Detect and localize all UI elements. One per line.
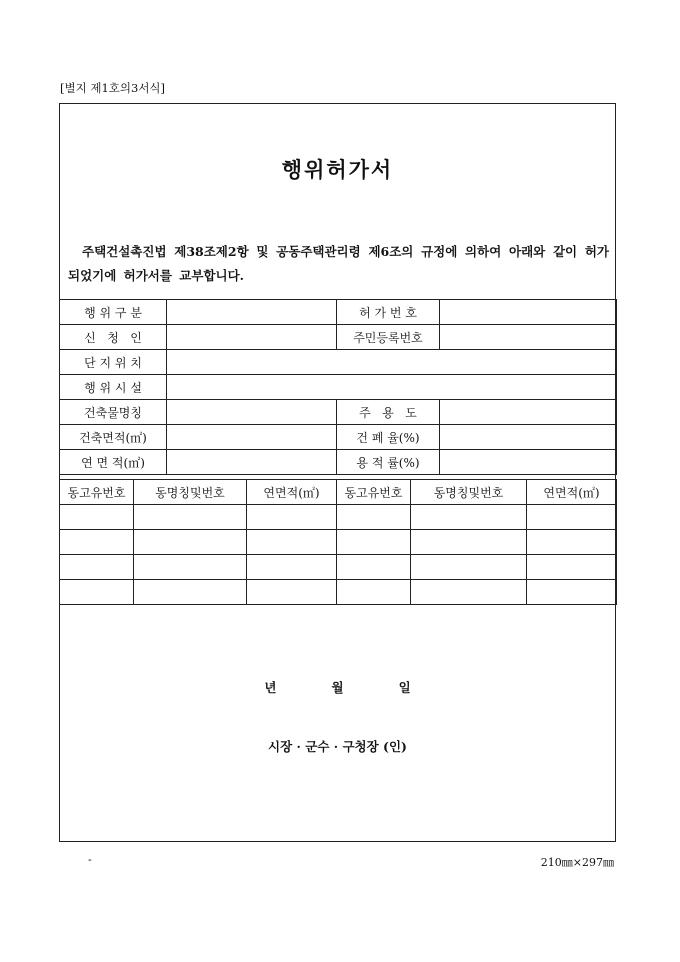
table-cell[interactable] [411, 555, 527, 580]
table-cell[interactable] [247, 555, 337, 580]
resident-registration-value[interactable] [440, 325, 617, 350]
building-list-table [59, 479, 617, 605]
floor-area-value[interactable] [167, 450, 337, 475]
column-header: 동고유번호 [337, 480, 411, 505]
act-type-label: 행 위 구 분 [60, 300, 167, 325]
table-cell[interactable] [134, 580, 247, 605]
permit-info-table [59, 299, 617, 475]
table-cell[interactable] [411, 580, 527, 605]
applicant-value[interactable] [167, 325, 337, 350]
table-cell[interactable] [337, 530, 411, 555]
column-header: 연면적(㎡) [247, 480, 337, 505]
table-cell[interactable] [411, 530, 527, 555]
building-area-value[interactable] [167, 425, 337, 450]
column-header: 동명칭및번호 [411, 480, 527, 505]
table-cell[interactable] [134, 555, 247, 580]
table-cell[interactable] [60, 580, 134, 605]
table-cell[interactable] [337, 505, 411, 530]
complex-location-value[interactable] [167, 350, 617, 375]
purpose-label: 주 용 도 [337, 400, 440, 425]
table-row [60, 350, 617, 375]
table-cell[interactable] [527, 530, 617, 555]
table-row [60, 300, 617, 325]
table-row [60, 555, 617, 580]
resident-registration-label: 주민등록번호 [337, 325, 440, 350]
floor-area-label: 연 면 적(㎡) [60, 450, 167, 475]
table-row [60, 505, 617, 530]
coverage-ratio-value[interactable] [440, 425, 617, 450]
table-cell[interactable] [411, 505, 527, 530]
building-name-label: 건축물명칭 [60, 400, 167, 425]
table-cell[interactable] [247, 505, 337, 530]
complex-location-label: 단 지 위 치 [60, 350, 167, 375]
table-cell[interactable] [337, 555, 411, 580]
form-number-label: [별지 제1호의3서식] [60, 81, 166, 95]
table-cell[interactable] [527, 505, 617, 530]
table-cell[interactable] [527, 555, 617, 580]
act-facility-value[interactable] [167, 375, 617, 400]
coverage-ratio-label: 건 폐 율(%) [337, 425, 440, 450]
applicant-label: 신 청 인 [60, 325, 167, 350]
table-cell[interactable] [527, 580, 617, 605]
table-cell[interactable] [134, 530, 247, 555]
paper-size-label: 210㎜×297㎜ [540, 856, 614, 869]
table-row [60, 580, 617, 605]
permit-number-label: 허 가 번 호 [337, 300, 440, 325]
purpose-value[interactable] [440, 400, 617, 425]
column-header: 동명칭및번호 [134, 480, 247, 505]
table-cell[interactable] [60, 530, 134, 555]
building-name-value[interactable] [167, 400, 337, 425]
act-type-value[interactable] [167, 300, 337, 325]
floor-area-ratio-value[interactable] [440, 450, 617, 475]
table-cell[interactable] [247, 580, 337, 605]
table-cell[interactable] [60, 555, 134, 580]
column-header: 동고유번호 [60, 480, 134, 505]
table-cell[interactable] [60, 505, 134, 530]
footer-page-mark: - [88, 853, 92, 866]
table-header-row [60, 480, 617, 505]
table-row [60, 375, 617, 400]
issuer-signature-line: 시장 · 군수 · 구청장 (인) [268, 739, 407, 754]
document-title: 행위허가서 [281, 157, 394, 182]
table-cell[interactable] [134, 505, 247, 530]
intro-paragraph: 주택건설촉진법 제38조제2항 및 공동주택관리령 제6조의 규정에 의하여 아래와 같이 허가되었기에 허가서를 교부합니다. [68, 244, 609, 283]
table-row [60, 450, 617, 475]
table-cell[interactable] [337, 580, 411, 605]
table-row [60, 425, 617, 450]
floor-area-ratio-label: 용 적 률(%) [337, 450, 440, 475]
building-area-label: 건축면적(㎡) [60, 425, 167, 450]
table-row [60, 325, 617, 350]
table-row [60, 530, 617, 555]
issue-date: 년 월 일 [264, 680, 411, 695]
permit-number-value[interactable] [440, 300, 617, 325]
act-facility-label: 행 위 시 설 [60, 375, 167, 400]
table-cell[interactable] [247, 530, 337, 555]
table-row [60, 400, 617, 425]
permit-form [59, 103, 616, 842]
column-header: 연면적(㎡) [527, 480, 617, 505]
